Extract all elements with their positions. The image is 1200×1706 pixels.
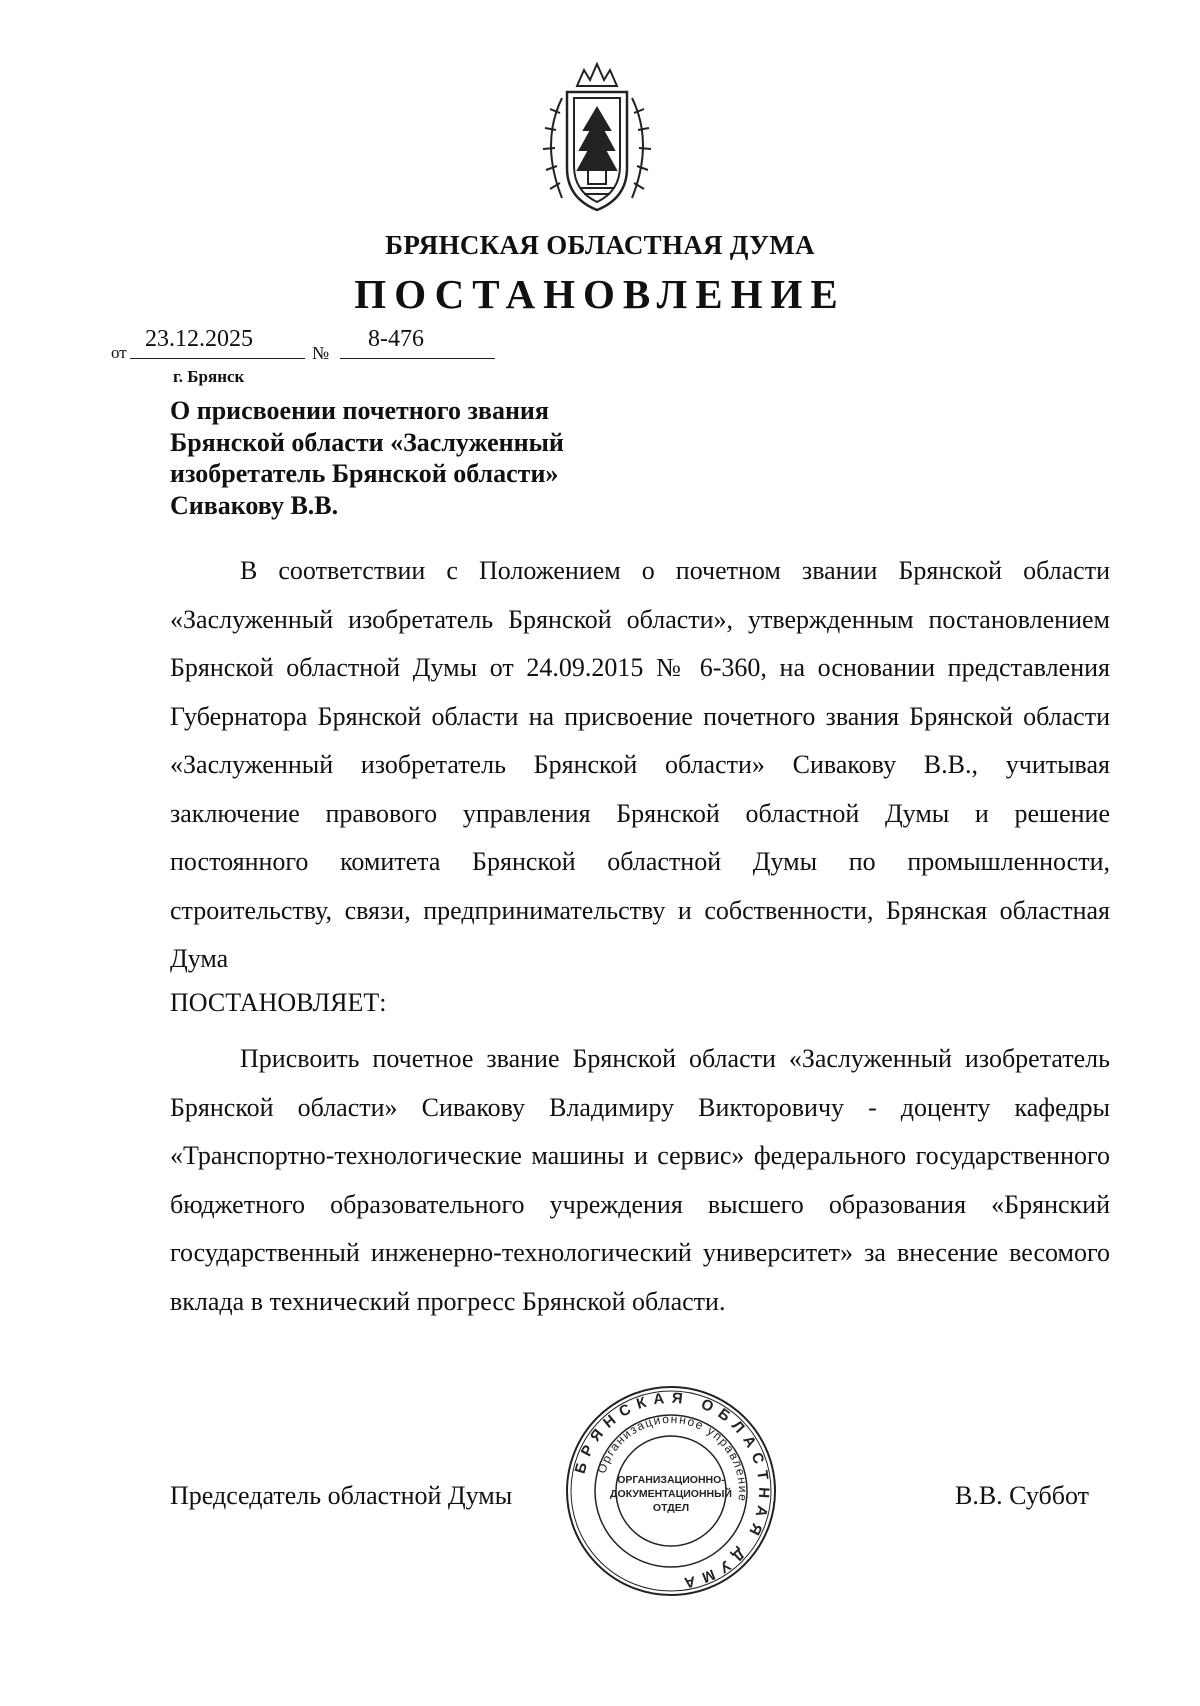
decides-heading: ПОСТАНОВЛЯЕТ: bbox=[170, 988, 387, 1017]
document-date: 23.12.2025 bbox=[145, 326, 253, 352]
resolution-paragraph: Присвоить почетное звание Брянской области «Заслуженный изобретатель Брянской области» Сивакову Владимиру Викторовичу - доценту кафедры «Транспортно-технологические машины и сервис» федерального государственного бюджетного образовательного учреждения высшего образования «Брянский государственный инженерно-технологический университет» за внесение весомого вклада в технический прогресс Брянской области. bbox=[170, 1044, 1110, 1316]
signatory-position: Председатель областной Думы bbox=[170, 1481, 513, 1510]
number-underline bbox=[340, 358, 495, 359]
seal-center-line-2: ДОКУМЕНТАЦИОННЫЙ bbox=[610, 1488, 732, 1500]
seal-outer-text: БРЯНСКАЯ ОБЛАСТНАЯ ДУМА bbox=[571, 1389, 773, 1593]
preamble-paragraph: В соответствии с Положением о почетном звании Брянской области «Заслуженный изобретатель Брянской области», утвержденным постановлением Брянской областной Думы от 24.09.2015 № 6-360, на основании представления Губернатора Брянской области на присвоение почетного звания Брянской области «Заслуженный изобретатель Брянской области» Сивакову В.В., учитывая заключение правового управления Брянской областной Думы и решение постоянного комитета Брянской областной Думы по промышленности, строительству, связи, предпринимательству и собственности, Брянская областная Дума bbox=[170, 556, 1110, 973]
seal-inner-text: Организационное управление bbox=[594, 1411, 751, 1504]
coat-of-arms-emblem bbox=[522, 58, 672, 226]
document-subject: О присвоении почетного звания Брянской области «Заслуженный изобретатель Брянской области» Сивакову В.В. bbox=[170, 396, 564, 520]
document-number: 8-476 bbox=[368, 326, 424, 352]
organization-name: БРЯНСКАЯ ОБЛАСТНАЯ ДУМА bbox=[385, 230, 815, 260]
date-prefix: от bbox=[111, 343, 127, 362]
city-name: г. Брянск bbox=[173, 367, 245, 386]
official-seal bbox=[565, 1385, 777, 1597]
number-label: № bbox=[312, 343, 330, 363]
date-underline bbox=[130, 358, 305, 359]
seal-center-line-3: ОТДЕЛ bbox=[652, 1502, 690, 1514]
document-type-title: ПОСТАНОВЛЕНИЕ bbox=[354, 271, 846, 317]
signatory-name: В.В. Суббот bbox=[955, 1481, 1090, 1510]
seal-center-line-1: ОРГАНИЗАЦИОННО- bbox=[617, 1474, 725, 1486]
